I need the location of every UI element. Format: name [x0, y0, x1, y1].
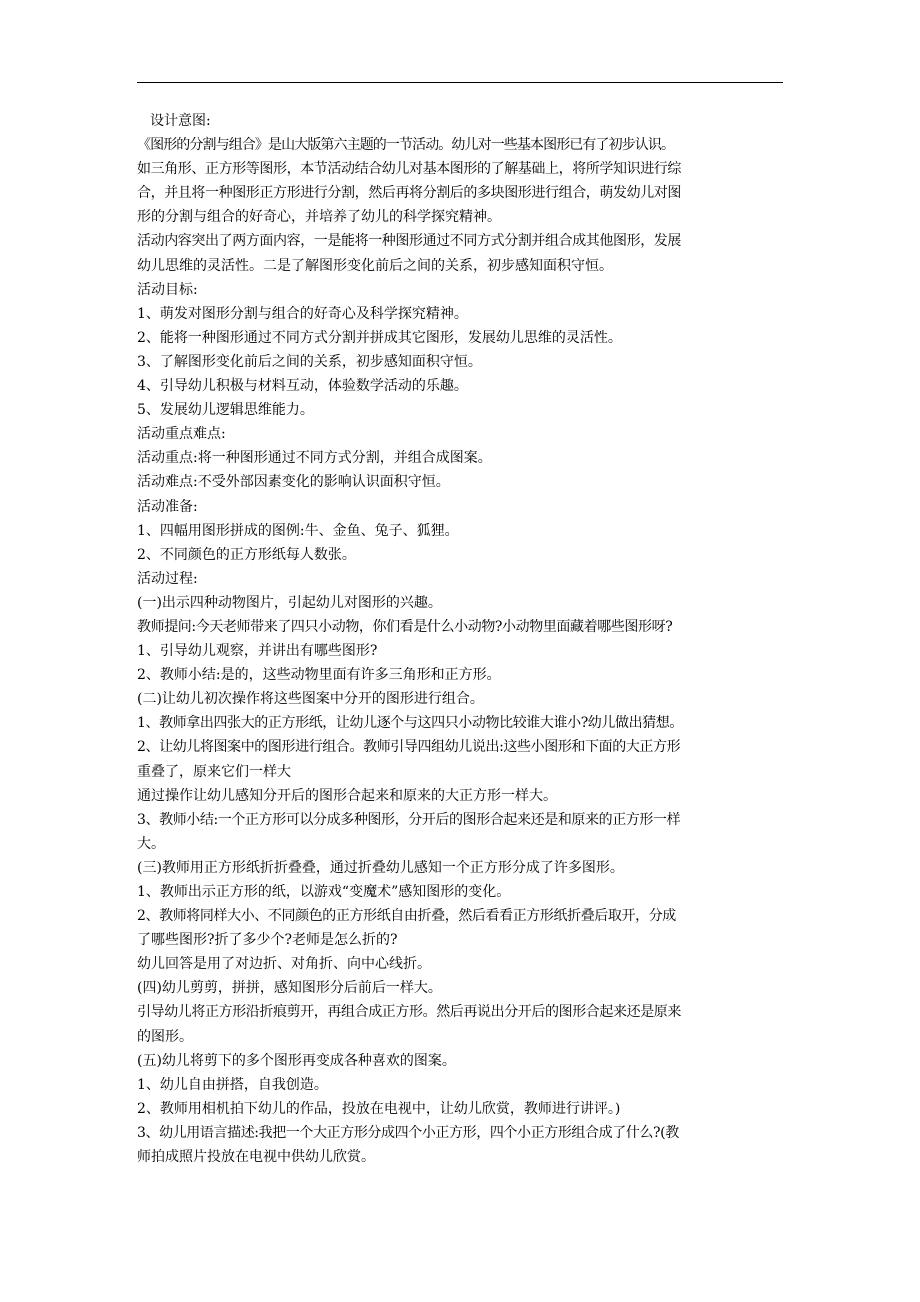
paragraph-line: 幼儿回答是用了对边折、对角折、向中心线折。 [137, 956, 431, 973]
document-body [137, 109, 783, 1169]
paragraph-line: 活动重点:将一种图形通过不同方式分割，并组合成图案。 [137, 450, 492, 467]
list-item: 3、幼儿用语言描述:我把一个大正方形分成四个小正方形，四个小正方形组合成了什么?(教 [137, 1124, 679, 1141]
paragraph-line: 通过操作让幼儿感知分开后的图形合起来和原来的大正方形一样大。 [137, 787, 557, 804]
list-item: 2、教师将同样大小、不同颜色的正方形纸自由折叠，然后看看正方形纸折叠后取开，分成 [137, 908, 676, 925]
list-item: 1、四幅用图形拼成的图例:牛、金鱼、兔子、狐狸。 [137, 522, 459, 539]
paragraph-line: 大。 [137, 835, 165, 852]
paragraph-line: 如三角形、正方形等图形，本节活动结合幼儿对基本图形的了解基础上，将所学知识进行综 [137, 161, 681, 178]
subsection-heading: (五)幼儿将剪下的多个图形再变成各种喜欢的图案。 [137, 1052, 456, 1069]
subsection-heading: (三)教师用正方形纸折折叠叠，通过折叠幼儿感知一个正方形分成了许多图形。 [137, 859, 624, 876]
paragraph-line: 《图形的分割与组合》是山大版第六主题的一节活动。幼儿对一些基本图形已有了初步认识。 [137, 137, 675, 154]
paragraph-line: 了哪些图形?折了多少个?老师是怎么折的? [137, 932, 398, 949]
section-heading-design-intent: 设计意图: [150, 113, 211, 129]
subsection-heading: (四)幼儿剪剪，拼拼，感知图形分后前后一样大。 [137, 980, 442, 997]
paragraph-line: 重叠了，原来它们一样大 [137, 763, 291, 780]
paragraph-line: 的图形。 [137, 1028, 193, 1045]
list-item: 1、萌发对图形分割与组合的好奇心及科学探究精神。 [137, 305, 468, 322]
paragraph-line: 师拍成照片投放在电视中供幼儿欣赏。 [137, 1149, 375, 1166]
section-heading-goals: 活动目标: [137, 281, 198, 298]
list-item: 3、了解图形变化前后之间的关系，初步感知面积守恒。 [137, 353, 482, 370]
list-item: 3、教师小结:一个正方形可以分成多种图形，分开后的图形合起来还是和原来的正方形一样 [137, 811, 681, 828]
list-item: 4、引导幼儿积极与材料互动，体验数学活动的乐趣。 [137, 378, 468, 395]
section-heading-preparation: 活动准备: [137, 498, 198, 515]
paragraph-line: 活动内容突出了两方面内容，一是能将一种图形通过不同方式分割并组合成其他图形，发展 [137, 233, 681, 250]
list-item: 1、幼儿自由拼搭，自我创造。 [137, 1076, 328, 1093]
paragraph-line: 合，并且将一种图形正方形进行分割，然后再将分割后的多块图形进行组合，萌发幼儿对图 [137, 185, 681, 202]
list-item: 2、让幼儿将图案中的图形进行组合。教师引导四组幼儿说出:这些小图形和下面的大正方形 [137, 739, 681, 756]
paragraph-line: 引导幼儿将正方形沿折痕剪开，再组合成正方形。然后再说出分开后的图形合起来还是原来 [137, 1004, 681, 1021]
section-heading-process: 活动过程: [137, 570, 198, 587]
list-item: 2、教师用相机拍下幼儿的作品，投放在电视中，让幼儿欣赏，教师进行讲评。) [137, 1100, 621, 1117]
header-rule [137, 82, 783, 83]
list-item: 2、不同颜色的正方形纸每人数张。 [137, 546, 356, 563]
paragraph-line: 幼儿思维的灵活性。二是了解图形变化前后之间的关系，初步感知面积守恒。 [137, 257, 613, 274]
paragraph-line: 教师提问:今天老师带来了四只小动物，你们看是什么小动物?小动物里面藏着哪些图形呀? [137, 618, 673, 635]
subsection-heading: (二)让幼儿初次操作将这些图案中分开的图形进行组合。 [137, 691, 484, 708]
list-item: 2、教师小结:是的，这些动物里面有许多三角形和正方形。 [137, 667, 501, 684]
section-heading-key-points: 活动重点难点: [137, 426, 226, 443]
list-item: 5、发展幼儿逻辑思维能力。 [137, 402, 314, 419]
paragraph-line: 形的分割与组合的好奇心，并培养了幼儿的科学探究精神。 [137, 209, 501, 226]
paragraph-line: 活动难点:不受外部因素变化的影响认识面积守恒。 [137, 474, 450, 491]
list-item: 1、教师出示正方形的纸，以游戏“变魔术”感知图形的变化。 [137, 884, 511, 900]
subsection-heading: (一)出示四种动物图片，引起幼儿对图形的兴趣。 [137, 594, 442, 611]
list-item: 2、能将一种图形通过不同方式分割并拼成其它图形，发展幼儿思维的灵活性。 [137, 329, 622, 346]
list-item: 1、教师拿出四张大的正方形纸，让幼儿逐个与这四只小动物比较谁大谁小?幼儿做出猜想。 [137, 715, 684, 732]
list-item: 1、引导幼儿观察，并讲出有哪些图形? [137, 643, 378, 660]
